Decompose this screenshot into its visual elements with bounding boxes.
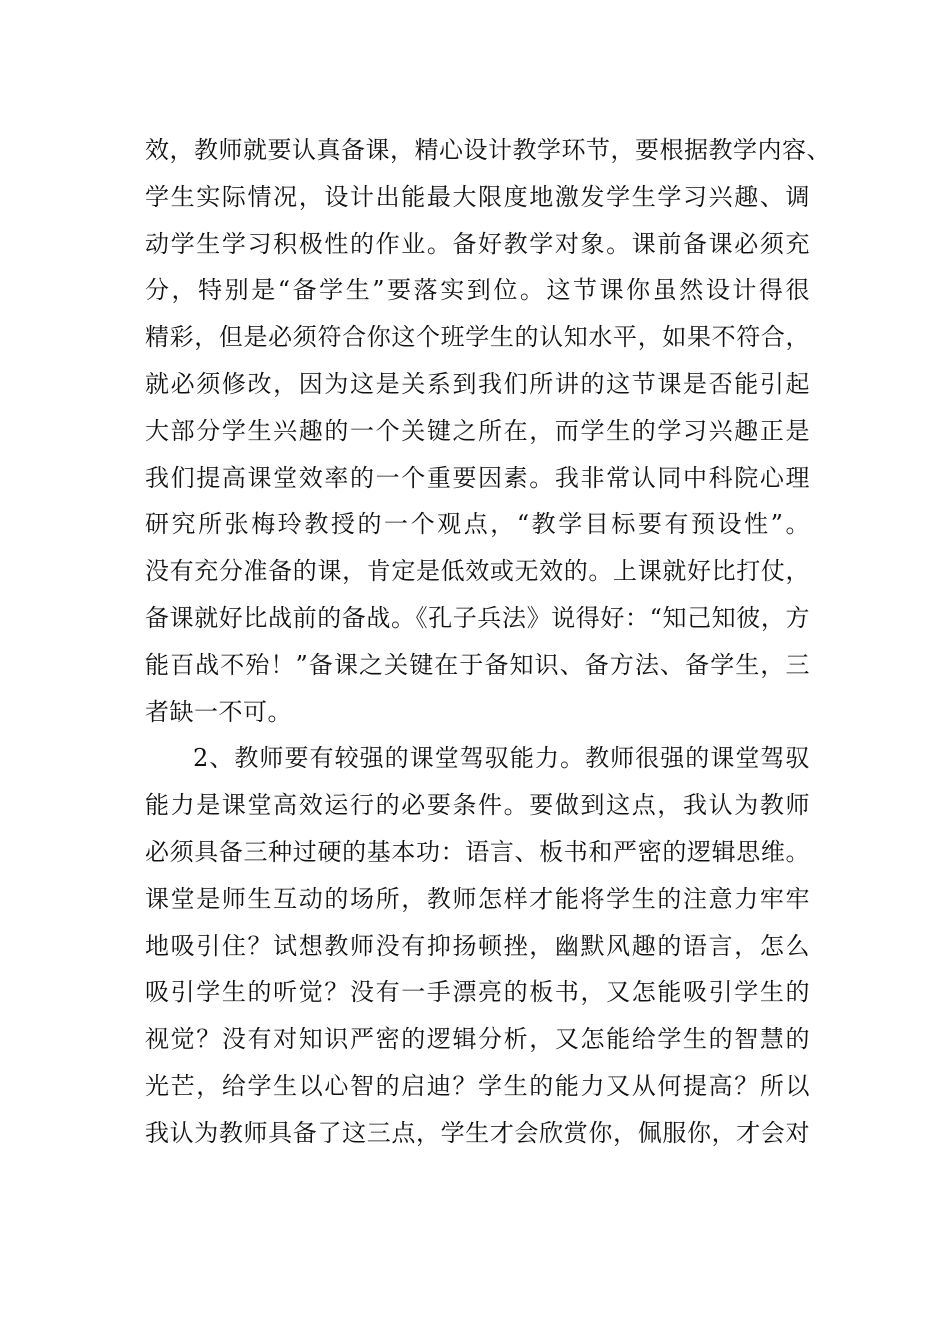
text-line: 地吸引住？试想教师没有抑扬顿挫，幽默风趣的语言，怎么 xyxy=(145,931,810,960)
text-line: 我认为教师具备了这三点，学生才会欣赏你，佩服你，才会对 xyxy=(145,1118,810,1147)
text-line: 我们提高课堂效率的一个重要因素。我非常认同中科院心理 xyxy=(145,463,810,492)
paragraph-first-line: 2、教师要有较强的课堂驾驭能力。教师很强的课堂驾驭 xyxy=(193,744,810,773)
text-line: 研究所张梅玲教授的一个观点，“教学目标要有预设性”。 xyxy=(145,510,810,539)
text-line: 光芒，给学生以心智的启迪？学生的能力又从何提高？所以 xyxy=(145,1071,810,1100)
text-line: 能百战不殆！”备课之关键在于备知识、备方法、备学生，三 xyxy=(145,650,810,679)
text-line: 动学生学习积极性的作业。备好教学对象。课前备课必须充 xyxy=(145,229,810,258)
text-line: 视觉？没有对知识严密的逻辑分析，又怎能给学生的智慧的 xyxy=(145,1025,810,1054)
text-line: 就必须修改，因为这是关系到我们所讲的这节课是否能引起 xyxy=(145,369,810,398)
text-line: 效，教师就要认真备课，精心设计教学环节，要根据教学内容、 xyxy=(145,136,831,164)
paragraph-last-line: 者缺一不可。 xyxy=(145,697,292,726)
body-text xyxy=(145,127,831,1157)
text-line: 备课就好比战前的备战。《孔子兵法》说得好：“知己知彼，方 xyxy=(145,603,810,632)
text-line: 分，特别是“备学生”要落实到位。这节课你虽然设计得很 xyxy=(145,276,810,305)
text-line: 大部分学生兴趣的一个关键之所在，而学生的学习兴趣正是 xyxy=(145,416,810,445)
text-line: 能力是课堂高效运行的必要条件。要做到这点，我认为教师 xyxy=(145,791,810,820)
text-line: 必须具备三种过硬的基本功：语言、板书和严密的逻辑思维。 xyxy=(145,837,810,866)
text-line: 精彩，但是必须符合你这个班学生的认知水平，如果不符合， xyxy=(145,323,810,352)
text-line: 课堂是师生互动的场所，教师怎样才能将学生的注意力牢牢 xyxy=(145,884,810,913)
text-line: 学生实际情况，设计出能最大限度地激发学生学习兴趣、调 xyxy=(145,182,810,211)
text-line: 没有充分准备的课，肯定是低效或无效的。上课就好比打仗， xyxy=(145,557,810,586)
text-line: 吸引学生的听觉？没有一手漂亮的板书，又怎能吸引学生的 xyxy=(145,978,810,1007)
